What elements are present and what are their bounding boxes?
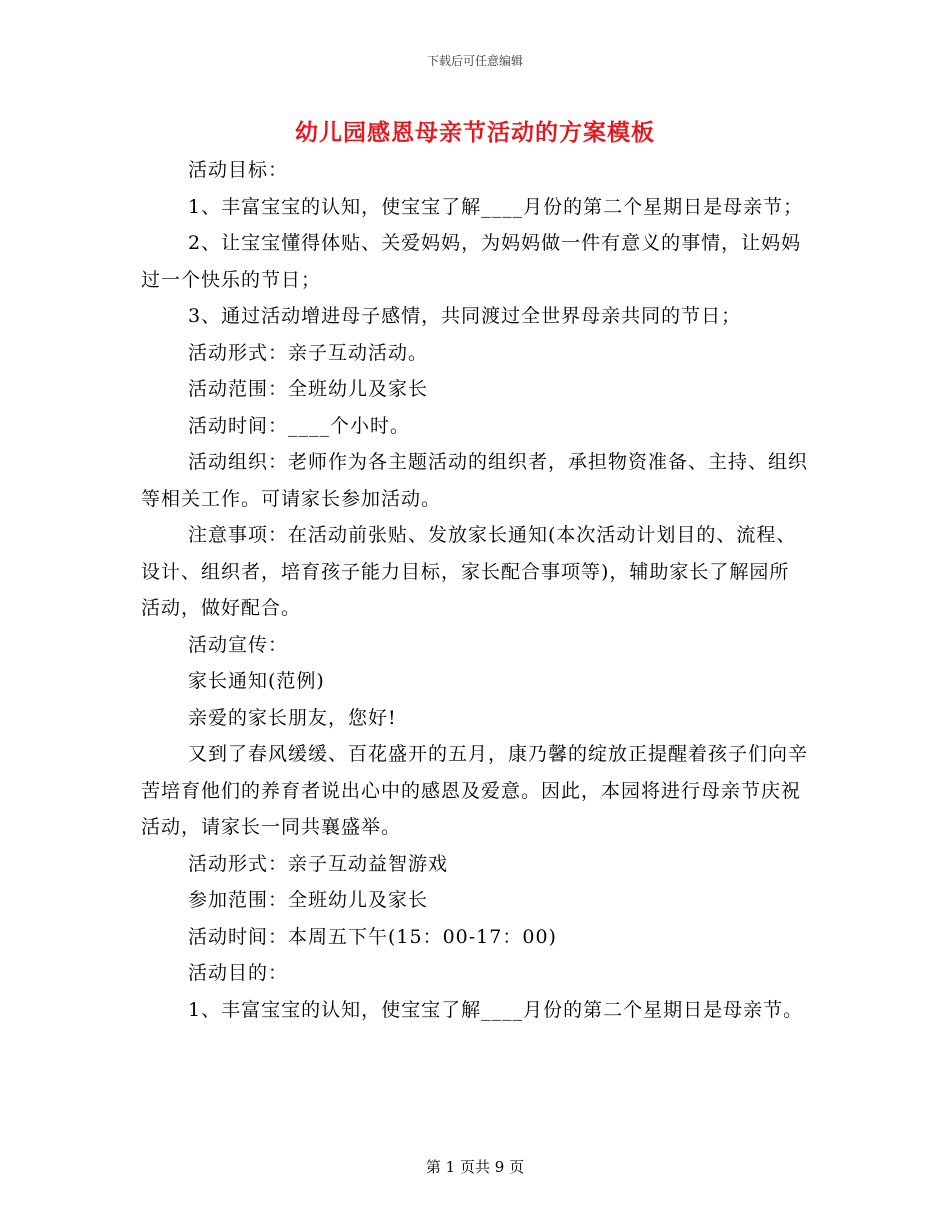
paragraph: 活动目的：	[188, 962, 289, 984]
paragraph: 参加范围：全班幼儿及家长	[188, 889, 429, 911]
paragraph: 注意事项：在活动前张贴、发放家长通知(本次活动计划目的、流程、设计、组织者，培育孩子能力目标，家长配合事项等)，辅助家长了解园所活动，做好配合。	[141, 524, 797, 619]
paragraph: 活动组织：老师作为各主题活动的组织者，承担物资准备、主持、组织等相关工作。可请家长参加活动。	[141, 451, 809, 510]
paragraph: 活动宣传：	[188, 633, 289, 656]
paragraph: 3、通过活动增进母子感情，共同渡过全世界母亲共同的节日；	[188, 305, 742, 327]
paragraph: 1、丰富宝宝的认知，使宝宝了解____月份的第二个星期日是母亲节。	[188, 998, 804, 1021]
paragraph: 1、丰富宝宝的认知，使宝宝了解____月份的第二个星期日是母亲节；	[188, 195, 804, 218]
paragraph: 活动范围：全班幼儿及家长	[188, 378, 429, 400]
document-body	[141, 152, 809, 1028]
paragraph: 活动时间：本周五下午(15：00-17：00)	[188, 925, 557, 948]
paragraph: 活动形式：亲子互动益智游戏	[188, 852, 449, 875]
paragraph: 活动目标：	[188, 159, 289, 181]
paragraph: 活动时间：____个小时。	[188, 414, 411, 437]
document-title: 幼儿园感恩母亲节活动的方案模板	[295, 119, 655, 146]
page-header: 下载后可任意编辑	[426, 54, 523, 68]
page-footer: 第 1 页共 9 页	[425, 1158, 525, 1176]
paragraph: 又到了春风缓缓、百花盛开的五月，康乃馨的绽放正提醒着孩子们向辛苦培育他们的养育者说出心中的感恩及爱意。因此，本园将进行母亲节庆祝活动，请家长一同共襄盛举。	[141, 743, 809, 838]
paragraph: 2、让宝宝懂得体贴、关爱妈妈，为妈妈做一件有意义的事情，让妈妈过一个快乐的节日；	[141, 232, 802, 291]
paragraph: 亲爱的家长朋友，您好!	[188, 706, 397, 729]
paragraph: 家长通知(范例)	[188, 670, 325, 692]
paragraph: 活动形式：亲子互动活动。	[188, 341, 429, 364]
